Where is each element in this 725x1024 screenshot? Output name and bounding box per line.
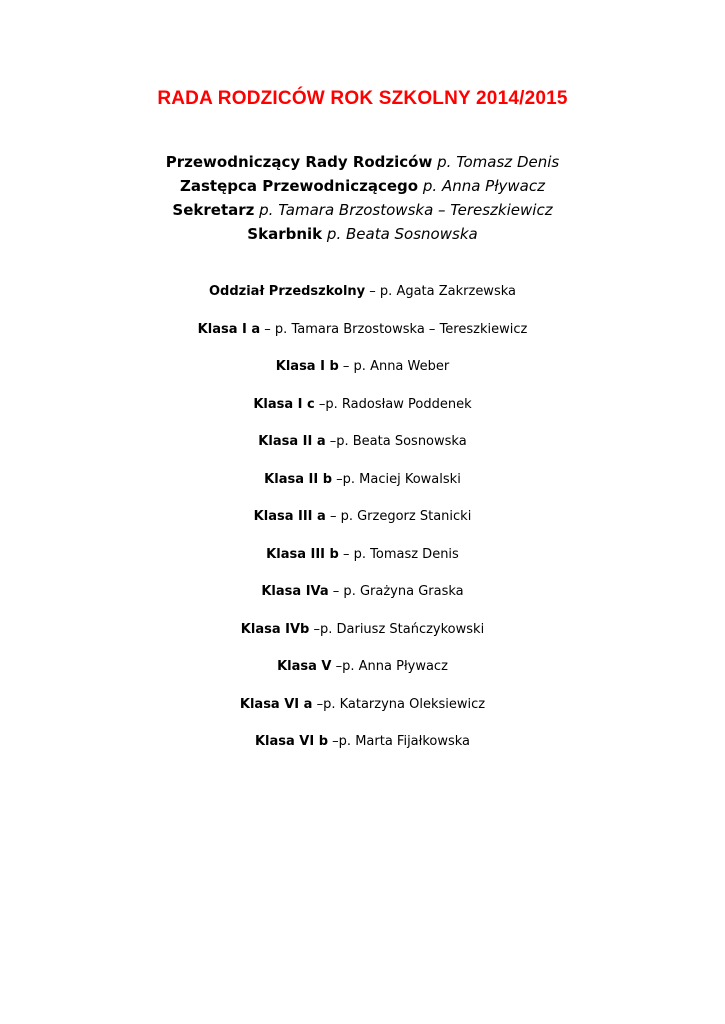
board-row-chair [0,150,725,174]
board-role: Zastępca Przewodniczącego [179,177,419,195]
board-name: p. Tamara Brzostowska – Tereszkiewicz [259,201,553,219]
class-label: Klasa IVa [261,584,329,599]
class-row [0,468,725,506]
class-label: Klasa III a [253,509,326,524]
class-label: Klasa I c [253,396,315,412]
board-row-secretary [0,198,725,222]
class-representative: – p. Anna Weber [338,359,450,374]
board-row-deputy [0,174,725,198]
board-role: Przewodniczący Rady Rodziców [165,153,433,171]
class-row [0,355,725,393]
class-label: Klasa VI b [254,734,329,749]
class-representative: – p. Tamara Brzostowska – Tereszkiewicz [260,321,528,337]
page-title: RADA RODZICÓW ROK SZKOLNY 2014/2015 [157,88,568,109]
class-representative: – p. Grażyna Graska [328,584,464,599]
board-role: Skarbnik [247,225,323,243]
board-name: p. Beata Sosnowska [326,225,478,243]
class-label: Klasa I a [197,321,261,337]
class-representatives [0,280,725,768]
class-row [0,318,725,356]
class-representative: –p. Anna Pływacz [331,659,448,674]
class-label: Klasa V [277,659,332,674]
class-representative: – p. Grzegorz Stanicki [325,509,472,524]
class-row [0,393,725,431]
board-name: p. Anna Pływacz [422,177,545,195]
class-row [0,430,725,468]
class-representative: – p. Tomasz Denis [338,546,459,562]
class-representative: –p. Maciej Kowalski [332,471,461,487]
class-row [0,730,725,768]
class-label: Klasa VI a [239,696,313,712]
class-row [0,280,725,318]
class-row [0,655,725,693]
class-row [0,543,725,581]
class-label: Oddział Przedszkolny [209,284,366,299]
class-row [0,505,725,543]
class-row [0,580,725,618]
class-row [0,693,725,731]
board-name: p. Tomasz Denis [437,153,560,171]
class-representative: –p. Katarzyna Oleksiewicz [312,696,486,712]
board-row-treasurer [0,222,725,246]
class-representative: –p. Marta Fijałkowska [328,734,471,749]
class-representative: – p. Agata Zakrzewska [365,284,516,299]
class-label: Klasa III b [266,546,339,562]
class-representative: –p. Radosław Poddenek [314,396,472,412]
class-label: Klasa II b [264,471,333,487]
class-label: Klasa II a [258,434,326,449]
board-role: Sekretarz [172,201,255,219]
board-members [0,150,725,246]
class-label: Klasa IVb [240,621,310,637]
class-representative: –p. Dariusz Stańczykowski [309,621,485,637]
class-label: Klasa I b [275,359,339,374]
class-row [0,618,725,656]
class-representative: –p. Beata Sosnowska [325,434,467,449]
